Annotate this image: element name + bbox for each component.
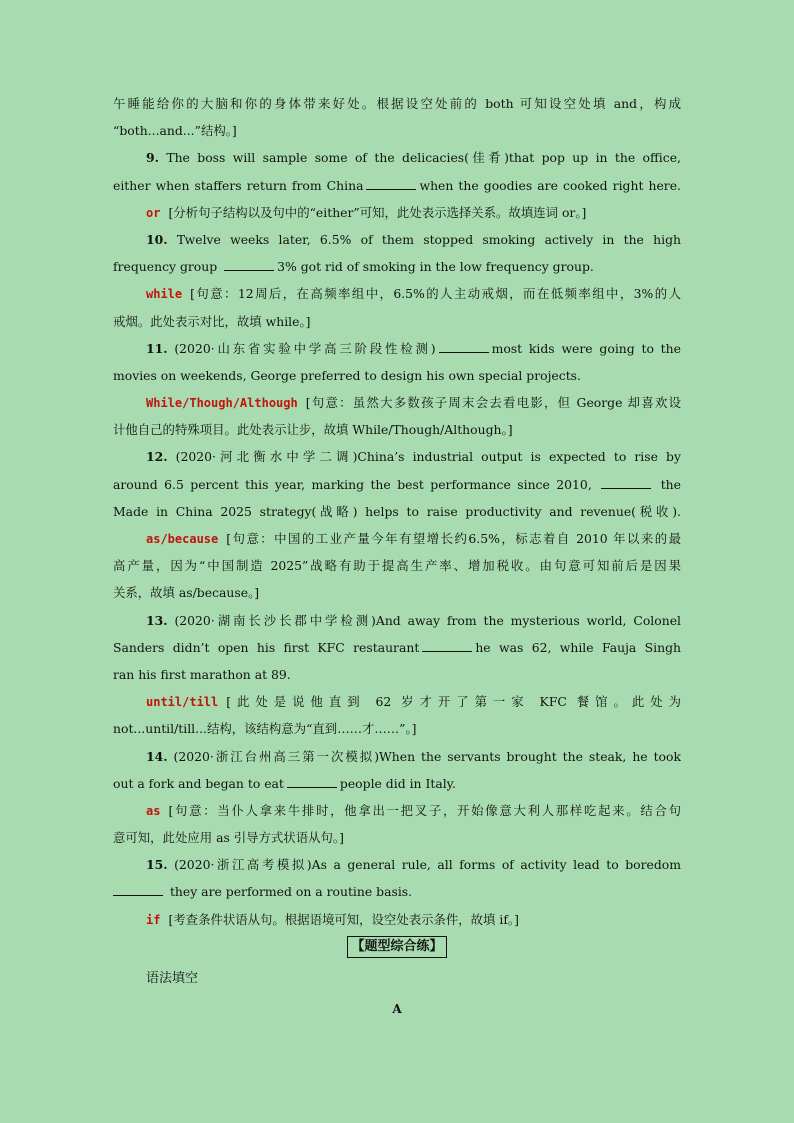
answer-key: or: [146, 205, 161, 220]
document-page: [113, 90, 681, 1023]
answer-blank: [601, 476, 651, 489]
question-text: out a fork and began to eat: [113, 775, 284, 791]
answer-blank: [287, 775, 337, 788]
question-number: 13.: [146, 612, 168, 628]
question-text: around 6.5 percent this year, marking the best performance since 2010,: [113, 476, 592, 492]
answer-key: as/because: [146, 532, 219, 546]
answer-11-line-2: 计他自己的特殊项目。此处表示让步，故填 While/Though/Although。]: [113, 422, 513, 438]
answer-blank: [113, 883, 163, 896]
passage-label: A: [392, 1001, 402, 1016]
answer-12-line-3: 关系，故填 as/because。]: [113, 585, 260, 601]
answer-12: [113, 525, 681, 552]
question-text: when the goodies are cooked right here.: [419, 177, 681, 193]
question-text: 3% got rid of smoking in the low frequency group.: [277, 259, 594, 275]
question-number: 9.: [146, 150, 159, 166]
question-text: frequency group: [113, 259, 218, 275]
question-number: 14.: [146, 748, 168, 764]
section-heading-wrap: [113, 935, 681, 965]
answer-9: [113, 199, 681, 226]
answer-14-line-2: 意可知，此处应用 as 引导方式状语从句。]: [113, 830, 344, 846]
explanation-text: [句意：当仆人拿来牛排时，他拿出一把叉子，开始像意大利人那样吃起来。结合句: [168, 802, 681, 818]
question-text: the: [660, 476, 681, 492]
explanation-text: [考查条件状语从句。根据语境可知，设空处表示条件，故填 if。]: [168, 911, 519, 927]
question-source: (2020·山东省实验中学高三阶段性检测): [174, 340, 436, 356]
explanation-text: [句意：虽然大多数孩子周末会去看电影，但 George 却喜欢设: [305, 395, 681, 411]
question-12: [113, 443, 681, 470]
answer-13: [113, 688, 681, 715]
question-11: [113, 335, 681, 362]
section-title: 语法填空: [146, 970, 199, 986]
question-13-line-3: ran his first marathon at 89.: [113, 666, 291, 682]
answer-key: as: [146, 803, 161, 818]
question-text: he was 62, while Fauja Singh: [475, 639, 681, 655]
question-10: [113, 226, 681, 253]
question-12-line-2: [113, 471, 681, 498]
question-text: Sanders didn’t open his first KFC restaurant: [113, 639, 420, 655]
answer-10: [113, 280, 681, 307]
explanation-text: [句意：中国的工业产量今年有望增长约6.5%，标志着自 2010 年以来的最: [226, 531, 681, 546]
question-15: [113, 851, 681, 878]
question-text: Twelve weeks later, 6.5% of them stopped smoking actively in the high: [176, 231, 681, 247]
explanation-text: [句意：12周后，在高频率组中，6.5%的人主动戒烟，而在低频率组中，3%的人: [190, 286, 681, 302]
question-text: either when staffers return from China: [113, 177, 364, 193]
answer-15: [113, 906, 681, 933]
question-text: (2020·浙江台州高三第一次模拟)When the servants brought the steak, he took: [173, 748, 681, 764]
question-text: (2020·湖南长沙长郡中学检测)And away from the mysterious world, Colonel: [174, 612, 681, 628]
explanation-text: [此处是说他直到 62 岁才开了第一家 KFC 餐馆。此处为: [226, 694, 681, 710]
question-text: (2020·河北衡水中学二调)China’s industrial output is expected to rise by: [175, 449, 681, 465]
question-9: [113, 144, 681, 171]
answer-10-line-2: 戒烟。此处表示对比，故填 while。]: [113, 313, 311, 329]
answer-13-line-2: not...until/till...结构，该结构意为“直到……才……”。]: [113, 721, 417, 737]
answer-blank: [224, 258, 274, 271]
answer-key: if: [146, 912, 161, 927]
question-text: The boss will sample some of the delicacies(佳肴)that pop up in the office,: [166, 150, 681, 166]
answer-blank: [439, 340, 489, 353]
answer-12-line-2: 高产量，因为“中国制造 2025”战略有助于提高生产率、增加税收。由句意可知前后是因果: [113, 558, 681, 574]
question-number: 12.: [146, 449, 168, 465]
question-11-line-2: movies on weekends, George preferred to design his own special projects.: [113, 367, 581, 383]
question-15-line-2: [113, 878, 681, 905]
question-13: [113, 607, 681, 634]
question-text: most kids were going to the: [491, 340, 681, 356]
answer-key: While/Though/Although: [146, 396, 298, 411]
question-14: [113, 743, 681, 770]
question-13-line-2: [113, 634, 681, 661]
question-number: 11.: [146, 340, 168, 356]
question-10-line-2: [113, 253, 681, 280]
question-9-line-2: [113, 172, 681, 199]
question-number: 15.: [146, 857, 168, 873]
answer-14: [113, 797, 681, 824]
answer-11: [113, 389, 681, 416]
question-text: they are performed on a routine basis.: [169, 884, 413, 900]
question-12-line-3: Made in China 2025 strategy(战略) helps to raise productivity and revenue(税收).: [113, 503, 681, 519]
answer-blank: [422, 639, 472, 652]
explanation-text: [分析句子结构以及句中的“either”可知，此处表示选择关系。故填连词 or。]: [168, 204, 587, 220]
answer-key: while: [146, 287, 183, 302]
question-text: (2020·浙江高考模拟)As a general rule, all forms of activity lead to boredom: [174, 857, 681, 873]
question-14-line-2: [113, 770, 681, 797]
answer-blank: [366, 177, 416, 190]
question-number: 10.: [146, 231, 168, 247]
intro-line-1: 午睡能给你的大脑和你的身体带来好处。根据设空处前的 both 可知设空处填 and，构成: [113, 96, 681, 111]
section-heading: 【题型综合练】: [347, 936, 446, 958]
question-text: people did in Italy.: [339, 775, 456, 791]
answer-key: until/till: [146, 695, 219, 710]
intro-line-2: “both...and...”结构。]: [113, 123, 237, 139]
